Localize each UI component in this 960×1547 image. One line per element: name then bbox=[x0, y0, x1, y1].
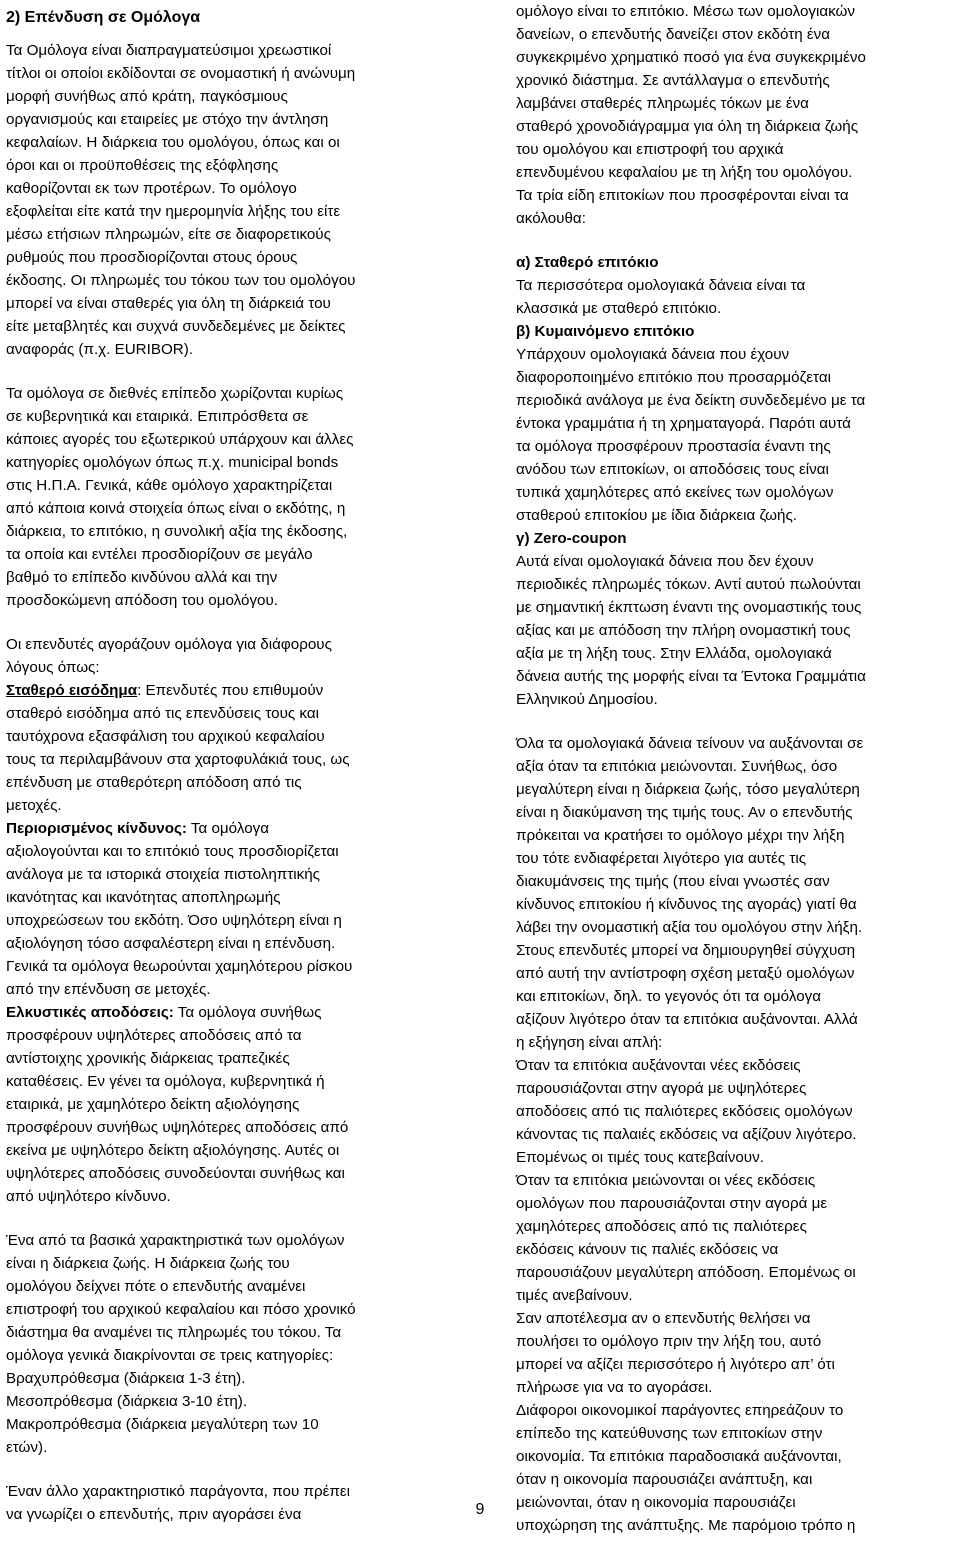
reason-fixed-income-text: : Επενδυτές που επιθυμούν σταθερό εισόδημα από τις επενδύσεις τους και ταυτόχρονα εξασφάλιση του αρχικού κεφαλαίου τους τα περιλαμβάνουν στα χαρτοφυλάκιά τους, ως επένδυση με σταθερότερη απόδοση από τις μετοχές. bbox=[6, 682, 350, 814]
paragraph-reasons-intro: Οι επενδυτές αγοράζουν ομόλογα για διάφορους λόγους όπως: bbox=[6, 636, 332, 676]
zero-coupon-text: Αυτά είναι ομολογιακά δάνεια που δεν έχουν περιοδικές πληρωμές τόκων. Αντί αυτού πωλούνται με σημαντική έκπτωση έναντι της ονομαστικής τους αξίας και με απόδοση την πλήρη ονομαστική τους αξία με τη λήξη τους. Στην Ελλάδα, ομολογιακά δάνεια αυτής της μορφής είναι τα Έντοκα Γραμμάτια Ελληνικού Δημοσίου. bbox=[516, 553, 866, 708]
floating-rate-label: β) Κυμαινόμενο επιτόκιο bbox=[516, 323, 695, 340]
section-heading: 2) Επένδυση σε Ομόλογα bbox=[6, 9, 201, 26]
paragraph-bond-categories: Τα ομόλογα σε διεθνές επίπεδο χωρίζονται κυρίως σε κυβερνητικά και εταιρικά. Επιπρόσθετα σε κάποιες αγορές του εξωτερικού υπάρχουν και άλλες κατηγορίες ομολόγων όπως π.χ. municipal bonds στις Η.Π.Α. Γενικά, κάθε ομόλογο χαρακτηρίζεται από κάποια κοινά στοιχεία όπως είναι ο εκδότης, η διάρκεια, το επιτόκιο, η συνολική αξία της έκδοσης, τα οποία και εντέλει προσδιορίζουν σε μεγάλο βαθμό το επίπεδο κινδύνου αλλά και την προσδοκώμενη απόδοση του ομολόγου. bbox=[6, 385, 354, 609]
paragraph-interest-intro: Έναν άλλο χαρακτηριστικό παράγοντα, που πρέπει να γνωρίζει ο επενδυτής, πριν αγοράσει ένα bbox=[6, 1483, 350, 1523]
fixed-rate-label: α) Σταθερό επιτόκιο bbox=[516, 254, 659, 271]
zero-coupon-label: γ) Zero-coupon bbox=[516, 530, 627, 547]
paragraph-price-rate-relation: Όλα τα ομολογιακά δάνεια τείνουν να αυξάνονται σε αξία όταν τα επιτόκια μειώνονται. Συνήθως, όσο μεγαλύτερη είναι η διάρκεια ζωής, τόσο μεγαλύτερη είναι η διακύμανση της τιμής τους. Αν ο επενδυτής πρόκειται να κρατήσει το ομόλογο μέχρι την λήξη του τότε ενδιαφέρεται λιγότερο για αυτές τις διακυμάνσεις της τιμής (που είναι γνωστές σαν κίνδυνος επιτοκίου ή κίνδυνος της αγοράς) γιατί θα λάβει την ονομαστική αξία του ομολόγου στην λήξη. Στους επενδυτές μπορεί να δημιουργηθεί σύγχυση από αυτή την αντίστροφη σχέση μεταξύ ομολόγων και επιτοκίων, δηλ. το γεγονός ότι τα ομόλογα αξίζουν λιγότερο όταν τα επιτόκια αυξάνονται. Αλλά η εξήγηση είναι απλή: Όταν τα επιτόκια αυξάνονται νέες εκδόσεις παρουσιάζονται στην αγορά με υψηλότερες αποδόσεις από τις παλιότερες εκδόσεις ομολόγων κάνοντας τις παλαιές εκδόσεις να αξίζουν λιγότερο. Επομένως οι τιμές τους κατεβαίνουν. Όταν τα επιτόκια μειώνονται οι νέες εκδόσεις ομολόγων που παρουσιάζονται στην αγορά με χαμηλότερες αποδόσεις από τις παλιότερες εκδόσεις κάνουν τις παλιές εκδόσεις να παρουσιάζουν μεγαλύτερη απόδοση. Επομένως οι τιμές ανεβαίνουν. Σαν αποτέλεσμα αν ο επενδυτής θελήσει να πουλήσει το ομόλογο πριν την λήξη του, αυτό μπορεί να αξίζει περισσότερο ή λιγότερο απ’ ότι πλήρωσε για να το αγοράσει. Διάφοροι οικονομικοί παράγοντες επηρεάζουν το επίπεδο της κατεύθυνσης των επιτοκίων στην οικονομία. Τα επιτόκια παραδοσιακά αυξάνονται, όταν η οικονομία παρουσιάζει ανάπτυξη, και μειώνονται, όταν η οικονομία παρουσιάζει υποχώρηση της ανάπτυξης. Με παρόμοιο τρόπο η bbox=[516, 735, 864, 1534]
paragraph-bond-duration: Ένα από τα βασικά χαρακτηριστικά των ομολόγων είναι η διάρκεια ζωής. Η διάρκεια ζωής του ομολόγου δείχνει πότε ο επενδυτής αναμένει επιστροφή του αρχικού κεφαλαίου και πόσο χρονικό διάστημα θα αναμένει τις πληρωμές του τόκου. Τα ομόλογα γενικά διακρίνονται σε τρεις κατηγορίες: Βραχυπρόθεσμα (διάρκεια 1-3 έτη). Μεσοπρόθεσμα (διάρκεια 3-10 έτη). Μακροπρόθεσμα (διάρκεια μεγαλύτερη των 10 ετών). bbox=[6, 1232, 356, 1456]
reason-limited-risk bbox=[6, 817, 486, 1001]
reason-limited-risk-label: Περιορισμένος κίνδυνος: bbox=[6, 820, 187, 837]
reason-limited-risk-text: Τα ομόλογα αξιολογούνται και το επιτόκιό τους προσδιορίζεται ανάλογα με τα ιστορικά στοιχεία πιστοληπτικής ικανότητας και ικανότητας αποπληρωμής υποχρεώσεων του εκδότη. Όσο υψηλότερη είναι η αξιολόγηση τόσο ασφαλέστερη είναι η επένδυση. Γενικά τα ομόλογα θεωρούνται χαμηλότερου ρίσκου από την επένδυση σε μετοχές. bbox=[6, 820, 353, 998]
reason-attractive-returns-text: Τα ομόλογα συνήθως προσφέρουν υψηλότερες αποδόσεις από τα αντίστοιχης χρονικής διάρκειας τραπεζικές καταθέσεις. Εν γένει τα ομόλογα, κυβερνητικά ή εταιρικά, με χαμηλότερο δείκτη αξιολόγησης προσφέρουν συνήθως υψηλότερες αποδόσεις από εκείνα με υψηλότερο δείκτη αξιολόγησης. Αυτές οι υψηλότερες αποδόσεις συνοδεύονται συνήθως και από υψηλότερο κίνδυνο. bbox=[6, 1004, 349, 1205]
right-column bbox=[516, 0, 956, 1537]
reason-fixed-income bbox=[6, 679, 486, 817]
floating-rate-text: Υπάρχουν ομολογιακά δάνεια που έχουν διαφοροποιημένο επιτόκιο που προσαρμόζεται περιοδικά ανάλογα με ένα δείκτη συνδεδεμένο με τα έντοκα γραμμάτια ή τη χρηματαγορά. Παρότι αυτά τα ομόλογα προσφέρουν προστασία έναντι της ανόδου των επιτοκίων, οι αποδόσεις τους είναι τυπικά χαμηλότερες από εκείνες των ομολόγων σταθερού επιτοκίου με ίδια διάρκεια ζωής. bbox=[516, 346, 866, 524]
paragraph-interest-rate: ομόλογο είναι το επιτόκιο. Μέσω των ομολογιακών δανείων, ο επενδυτής δανείζει στον εκδότη ένα συγκεκριμένο χρηματικό ποσό για ένα συγκεκριμένο χρονικό διάστημα. Σε αντάλλαγμα ο επενδυτής λαμβάνει σταθερές πληρωμές τόκων με ένα σταθερό χρονοδιάγραμμα για όλη τη διάρκεια ζωής του ομολόγου και επιστροφή του αρχικά επενδυμένου κεφαλαίου με τη λήξη του ομολόγου. Τα τρία είδη επιτοκίων που προσφέρονται είναι τα ακόλουθα: bbox=[516, 3, 866, 227]
paragraph-bonds-definition: Τα Ομόλογα είναι διαπραγματεύσιμοι χρεωστικοί τίτλοι οι οποίοι εκδίδονται σε ονομαστική ή ανώνυμη μορφή συνήθως από κράτη, παγκόσμιους οργανισμούς και εταιρείες με στόχο την άντληση κεφαλαίων. Η διάρκεια του ομολόγου, όπως και οι όροι και οι προϋποθέσεις της εξόφλησης καθορίζονται εκ των προτέρων. Το ομόλογο εξοφλείται είτε κατά την ημερομηνία λήξης του είτε μέσω ετήσιων πληρωμών, είτε σε διαφορετικούς ρυθμούς που προσδιορίζονται στους όρους έκδοσης. Οι πληρωμές του τόκου των του ομολόγου μπορεί να είναι σταθερές για όλη τη διάρκειά του είτε μεταβλητές και συχνά συνδεδεμένες με δείκτες αναφοράς (π.χ. EURIBOR). bbox=[6, 42, 356, 358]
reason-fixed-income-label: Σταθερό εισόδημα bbox=[6, 682, 138, 699]
page-number: 9 bbox=[475, 1501, 485, 1518]
left-column bbox=[6, 0, 486, 1526]
reason-attractive-returns-label: Ελκυστικές αποδόσεις: bbox=[6, 1004, 174, 1021]
fixed-rate-text: Τα περισσότερα ομολογιακά δάνεια είναι τα κλασσικά με σταθερό επιτόκιο. bbox=[516, 277, 806, 317]
reason-attractive-returns bbox=[6, 1001, 486, 1208]
